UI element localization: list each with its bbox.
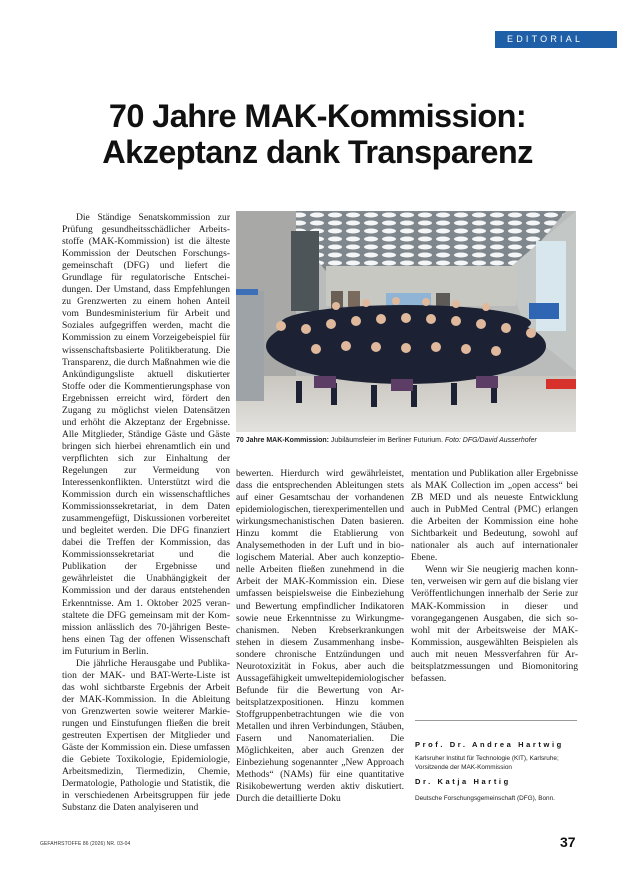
paragraph: Wenn wir Sie neugierig machen konnten, verweisen wir gern auf die bislang vier Veröffentlichungen innerhalb der Serie zur MAK-Kommission in dieser und vorangegangenen Ausgaben, die sich sowohl mit der Arbeitsweise der MAK-Kommission, ausgewählten Beispielen als auch mit neuen Messverfahren für Arbeitsplatzmessungen und Biomonitoring befassen. xyxy=(411,564,578,684)
author-affiliation: Deutsche Forschungsgemeinschaft (DFG), Bonn. xyxy=(415,795,555,802)
paragraph: mentation und Publikation aller Ergebnisse als MAK Collection im „open access“ bei ZB MED und als neueste Entwicklung auch in PubMed Central (PMC) erlangen die Arbeiten der Kommission eine hohe Sichtbarkeit und Bedeutung, sowohl auf nationaler als auch auf internationaler Ebene. xyxy=(411,468,578,564)
author-divider xyxy=(415,720,577,721)
photo-credit: Foto: DFG/David Ausserhofer xyxy=(444,437,537,444)
photo-caption xyxy=(236,437,581,444)
journal-footer: GEFAHRSTOFFE 86 (2026) NR. 03-04 xyxy=(40,841,131,847)
author-affiliation: Karlsruher Institut für Technologie (KIT), Karlsruhe; Vorsitzende der MAK-Kommission xyxy=(415,755,559,771)
group-photo xyxy=(236,211,576,432)
caption-text: Jubiläumsfeier im Berliner Futurium. xyxy=(328,437,445,444)
paragraph: bewerten. Hierdurch wird gewährleistet, dass die entsprechenden Ableitungen stets auf einer Gesamtschau der vorhandenen epidemiologischen, tierexperimentellen und wirkungsmechanistischen Daten basieren. Hinzu kommt die Etablierung von Analysemethoden in der Luft und in biologischem Material. Aber auch konzeptionelle Arbeiten fließen zunehmend in die Arbeit der MAK-Kommission ein. Diese umfassen beispielsweise die Einbeziehung und Bewertung empfindlicher Indikatoren sowie neue Erkenntnisse zu Wirkungmechanismen. Neben Krebserkrankungen stehen in diesem Zusammenhang insbesondere chronische Entzündungen und Neurotoxizität in Fokus, aber auch die Aussagefähigkeit umweltepidemiologischer Befunde für die Bewertung von Arbeitsplatzexpositionen. Hinzu kommen Stoffgruppenbetrachtungen wie die von Metallen und ihren Verbindungen, Stäuben, Fasern und Nanomaterialien. Die Möglichkeiten, aber auch Grenzen der Einbeziehung sogenannter „New Approach Methods“ (NAMs) für eine quantitative Risikobewertung werden aktiv diskutiert. Durch die detaillierte Doku xyxy=(236,468,404,805)
author-name: Dr. Katja Hartig xyxy=(415,777,511,786)
author-name: Prof. Dr. Andrea Hartwig xyxy=(415,740,564,749)
text-column-3 xyxy=(411,468,578,685)
text-column-1 xyxy=(62,212,230,814)
caption-title: 70 Jahre MAK-Kommission: xyxy=(236,437,329,444)
page-number: 37 xyxy=(560,834,576,850)
article-title xyxy=(60,98,575,170)
section-banner: EDITORIAL xyxy=(495,31,617,48)
paragraph: Die Ständige Senatskommission zur Prüfung gesundheitsschädlicher Arbeitsstoffe (MAK-Kommission) ist die älteste Kommission der Deutschen Forschungsgemeinschaft (DFG) und liefert die Grundlage für regulatorische Entscheidungen. Der Umstand, dass Empfehlungen zu Grenzwerten zu einem hohen Anteil vom Bundesministerium für Arbeit und Soziales aufgegriffen werden, macht die Kommission zu einem Vorzeigebeispiel für wissenschaftsbasierte Politikberatung. Die Transparenz, die durch Maßnahmen wie die Ankündigungsliste aktuell diskutierter Stoffe oder die Kommentierungsphase von Ergebnissen erreicht wird, fördert den Zugang zu möglichst vielen Datensätzen und erhöht die Akzeptanz der Ergebnisse. Alle Mitglieder, Ständige Gäste und Gäste bringen sich hierbei ehrenamtlich ein und verpflichten sich zur Einhaltung der Regelungen zur Vermeidung von Interessenkonflikten. Unterstützt wird die Kommission durch ein wissenschaftliches Kommissionssekretariat, in dem Daten zusammengefügt, Diskussionen vorbereitet und begleitet werden. Die DFG finanziert dabei die Treffen der Kommission, das Kommissionssekretariat und die Publikation der Ergebnisse und gewährleistet die Unabhängigkeit der Kommission und der daraus entstehenden Erkenntnisse. Am 1. Oktober 2025 veranstaltete die DFG gemeinsam mit der Kommission anlässlich des 70-jährigen Bestehens einen Tag der offenen Wissenschaft im Futurium in Berlin. xyxy=(62,212,230,657)
title-line-1: 70 Jahre MAK-Kommission: xyxy=(108,98,527,134)
text-column-2 xyxy=(236,468,404,805)
paragraph: Die jährliche Herausgabe und Publikation der MAK- und BAT-Werte-Liste ist das wohl sichtbarste Ergebnis der Arbeit der MAK-Kommission. In die Ableitung von Grenzwerten sowie weiterer Markierungen und Einstufungen fließen die breit gestreuten Expertisen der Mitglieder und Gäste der Kommission ein. Diese umfassen die Gebiete Toxikologie, Epidemiologie, Arbeitsmedizin, Tiermedizin, Chemie, Dermatologie, Pathologie und Statistik, die in verschiedenen Arbeitsgruppen für jede Substanz die Daten analyiseren und xyxy=(62,657,230,814)
title-line-2: Akzeptanz dank Transparenz xyxy=(102,134,533,170)
group-photo-image xyxy=(236,211,576,432)
